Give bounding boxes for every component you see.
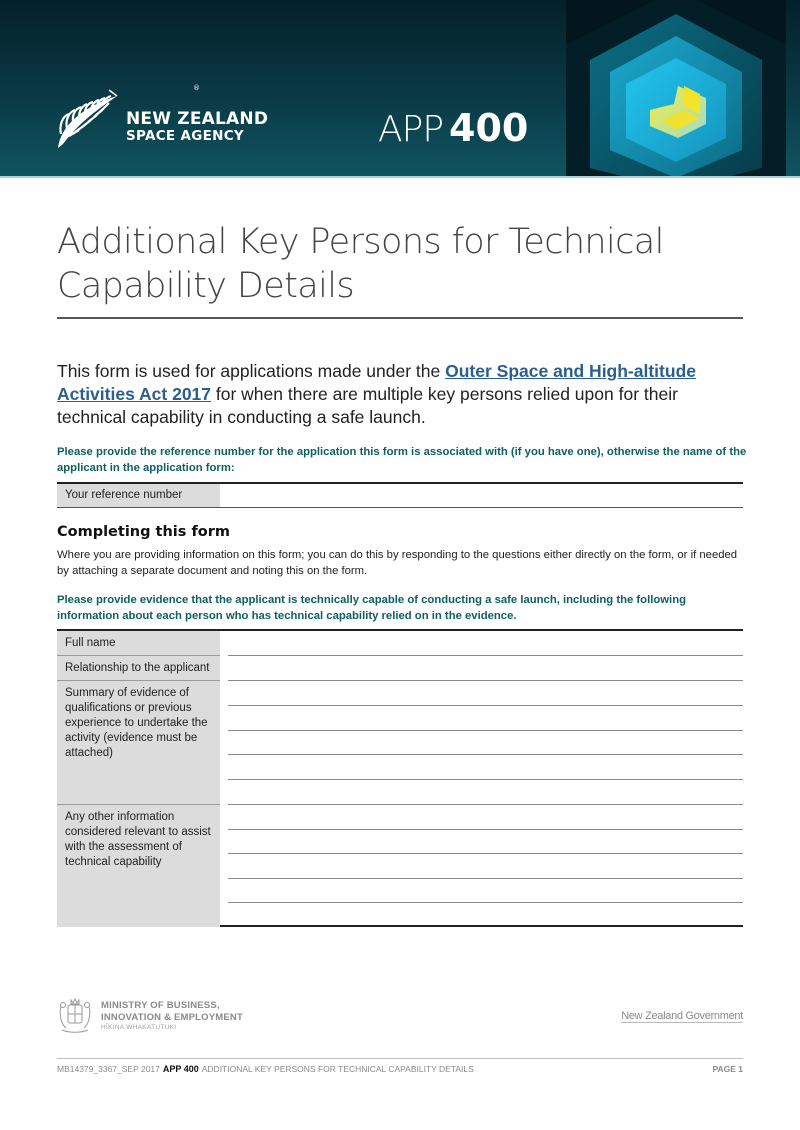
- mbie-logo: [57, 996, 277, 1036]
- answer-line: [228, 779, 743, 780]
- answer-line: [228, 705, 743, 706]
- nz-coat-of-arms-icon: [57, 996, 93, 1034]
- evidence-summary-label: Summary of evidence of qualifications or previous experience to undertake the activity (evidence must be attached): [57, 681, 220, 805]
- footer-doc-ref: MB14379_3367_SEP 2017: [57, 1064, 160, 1074]
- relationship-input[interactable]: [220, 656, 743, 681]
- registered-mark: ®: [193, 84, 200, 92]
- silver-fern-icon: [55, 84, 133, 150]
- answer-line: [228, 829, 743, 830]
- other-information-input[interactable]: [220, 805, 743, 927]
- agency-name-line1: NEW ZEALAND: [126, 109, 269, 129]
- page-title: Additional Key Persons for Technical Capability Details: [57, 222, 664, 306]
- ministry-maori-name: HĪKINA WHAKATUTUKI: [101, 1024, 177, 1031]
- agency-name-line2: SPACE AGENCY: [126, 128, 244, 144]
- intro-text-before: This form is used for applications made under the: [57, 361, 446, 381]
- intro-paragraph: [57, 360, 747, 429]
- table-row-full-name: [57, 631, 743, 656]
- reference-number-row: [57, 482, 743, 508]
- nz-government-logo: New Zealand Government: [621, 1010, 743, 1022]
- page-number: PAGE 1: [712, 1064, 743, 1074]
- table-row-other-information: [57, 805, 743, 927]
- table-row-evidence-summary: [57, 681, 743, 805]
- relationship-label: Relationship to the applicant: [57, 656, 220, 681]
- reference-number-input[interactable]: [220, 484, 743, 507]
- key-person-details-table: [57, 629, 743, 927]
- footer-divider: [57, 1058, 743, 1059]
- footer-form-title: ADDITIONAL KEY PERSONS FOR TECHNICAL CAPABILITY DETAILS: [201, 1064, 474, 1074]
- evidence-summary-input[interactable]: [220, 681, 743, 805]
- form-code-number: 400: [449, 106, 529, 150]
- footer-doc-info: [57, 1064, 743, 1074]
- full-name-input[interactable]: [220, 631, 743, 656]
- form-code: [378, 106, 528, 152]
- ministry-name-line1: MINISTRY OF BUSINESS,: [101, 1000, 220, 1011]
- intro-text-after: for when there are multiple key persons relied upon for their technical capability in conducting a safe launch.: [57, 384, 678, 427]
- nz-space-agency-logo: [55, 84, 270, 150]
- reference-number-label: Your reference number: [57, 484, 220, 507]
- completing-form-heading: Completing this form: [57, 524, 230, 540]
- reference-instruction: Please provide the reference number for the application this form is associated with (if you have one), otherwise the name of the applicant in the application form:: [57, 446, 747, 474]
- answer-line: [228, 878, 743, 879]
- answer-line: [228, 853, 743, 854]
- answer-line: [228, 730, 743, 731]
- header-banner: [0, 0, 800, 178]
- answer-line: [228, 754, 743, 755]
- table-row-relationship: [57, 656, 743, 681]
- full-name-label: Full name: [57, 631, 220, 656]
- title-divider: [57, 317, 743, 319]
- answer-line: [228, 902, 743, 903]
- completing-form-body: Where you are providing information on this form; you can do this by responding to the questions either directly on the form, or if needed by attaching a separate document and noting this on the form.: [57, 549, 738, 577]
- footer-form-code: APP 400: [162, 1064, 199, 1074]
- form-code-prefix: APP: [378, 109, 444, 150]
- act-link[interactable]: Outer Space and High-altitude Activities Act 2017: [57, 361, 696, 404]
- other-information-label: Any other information considered relevant to assist with the assessment of technical capability: [57, 805, 220, 927]
- evidence-instruction: Please provide evidence that the applicant is technically capable of conducting a safe launch, including the following information about each person who has technical capability relied on in the evidence.: [57, 594, 686, 622]
- isometric-cube-graphic-icon: [566, 0, 786, 178]
- ministry-name-line2: INNOVATION & EMPLOYMENT: [101, 1012, 243, 1023]
